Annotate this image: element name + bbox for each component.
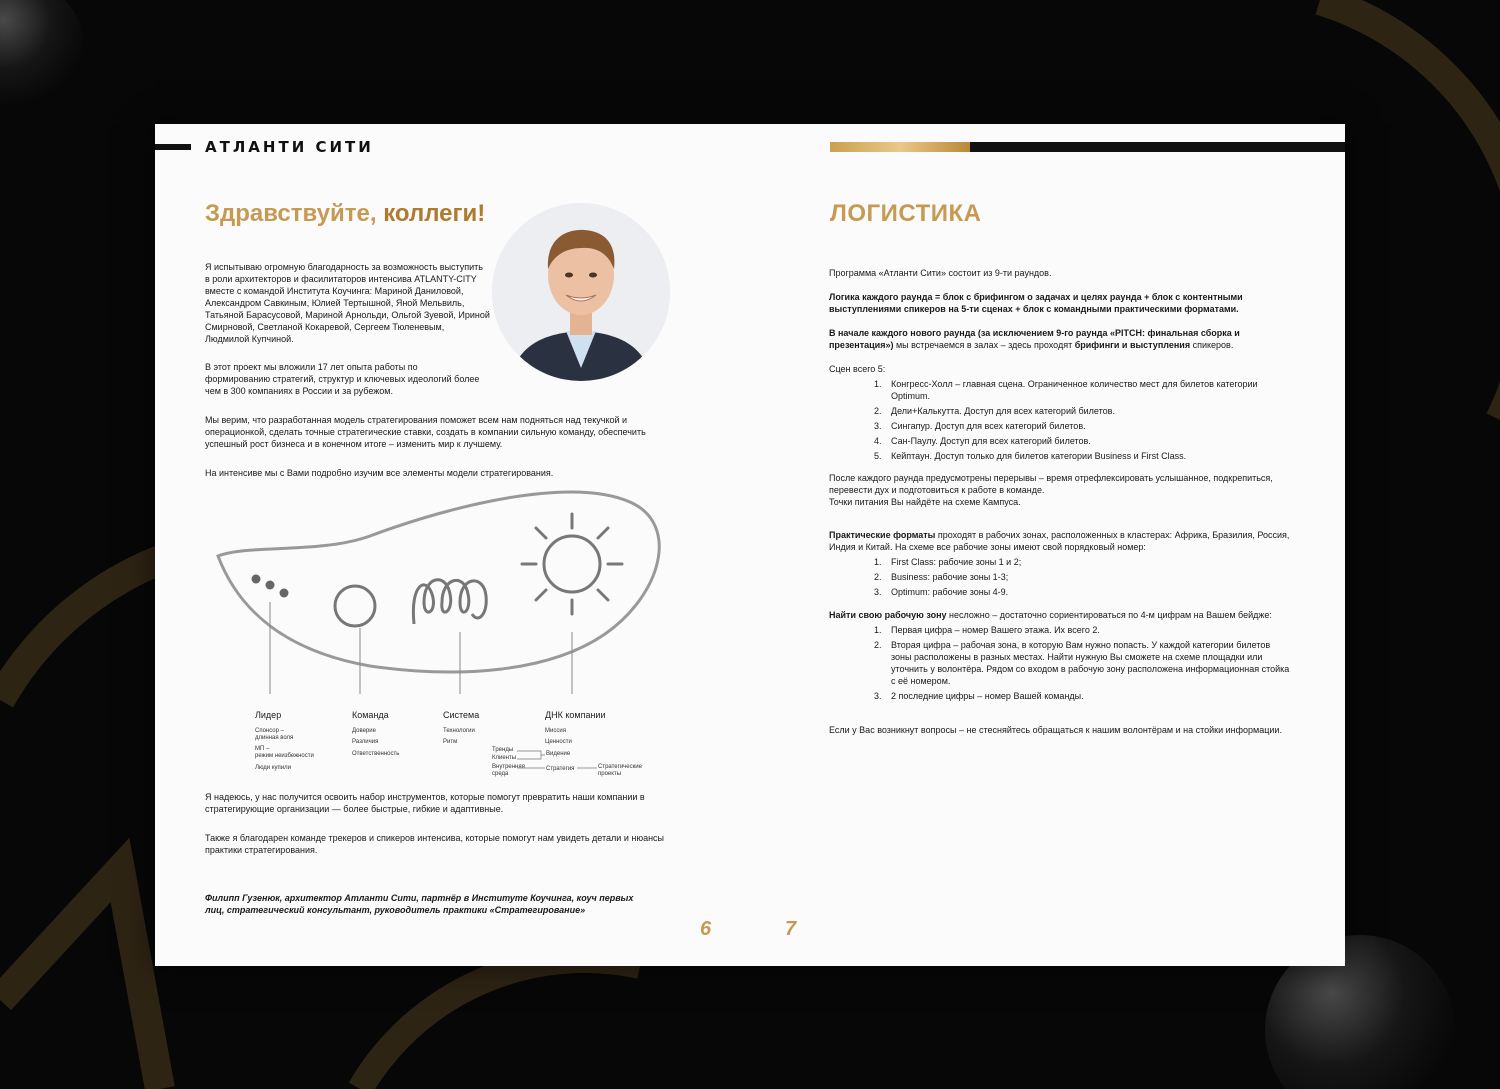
find-zone-paragraph	[829, 609, 1299, 621]
gold-arrow-left	[0, 870, 160, 1089]
food-text: Точки питания Вы найдёте на схеме Кампуса.	[829, 497, 1021, 507]
diagram-connectors	[270, 602, 572, 694]
model-paragraph: На интенсиве мы с Вами подробно изучим все элементы модели стратегирования.	[205, 468, 554, 478]
round-start-bold2: брифинги и выступления	[1074, 340, 1191, 350]
brochure-spread	[155, 124, 1345, 966]
badge-text: Вторая цифра – рабочая зона, в которую Вам нужно попасть. У каждой категории билетов зоны расположены в разных местах. Найти нужную Вы сможете на схеме площадки или уточнить у волонтёра. Рядом со входом в рабочую зону расположена информационная стойка с её номером.	[891, 640, 1290, 686]
scene-text: Сингапур. Доступ для всех категорий билетов.	[891, 421, 1086, 431]
round-start-paragraph	[829, 327, 1299, 351]
round-logic: Логика каждого раунда = блок с брифингом о задачах и целях раунда + блок с контентными выступлениями спикеров на 5-ти сценах + блок с командными практическими форматами.	[829, 292, 1243, 314]
leader-dot-2	[266, 581, 275, 590]
header-bar-gold	[830, 142, 970, 152]
dna-strategy: Стратегия	[546, 766, 575, 772]
system-spiral	[413, 580, 486, 624]
leader-dot-1	[252, 575, 261, 584]
zone-item: 1. First Class: рабочие зоны 1 и 2;	[874, 557, 1022, 567]
page-number-right: 7	[785, 918, 797, 940]
leader-item-1: Спонсор – длинная воля	[255, 728, 294, 741]
author-signature: Филипп Гузенюк, архитектор Атланти Сити, партнёр в Институте Коучинга, коуч первых лиц, стратегический консультант, руководитель практики «Стратегирование»	[205, 893, 634, 915]
portrait-illustration	[492, 203, 670, 381]
belief-paragraph: Мы верим, что разработанная модель стратегирования поможет всем нам подняться над текучкой и операционкой, сделать точные стратегические ставки, создать в компании сильную команду, обеспечить успешный рост бизнеса и в конечном итоге – изменить мир к лучшему.	[205, 415, 646, 449]
scene-item: 1. Конгресс-Холл – главная сцена. Ограниченное количество мест для билетов категории Optimum.	[874, 379, 1258, 401]
scenes-list	[829, 378, 1299, 462]
breaks-text: После каждого раунда предусмотрены перерывы – время отрефлексировать услышанное, подкрепиться, перевести дух и подготовиться к работе в команде.	[829, 473, 1273, 495]
scene-item: 2. Дели+Калькутта. Доступ для всех категорий билетов.	[874, 406, 1115, 416]
system-label: Система	[443, 710, 480, 720]
left-page	[155, 124, 750, 966]
team-label: Команда	[352, 710, 389, 720]
leader-item-2: МП – режим неизбежности	[255, 746, 314, 759]
formats-block	[829, 529, 1299, 601]
formats-rest: проходят в рабочих зонах, расположенных в кластерах: Африка, Бразилия, Россия, Индия и Китай. На схеме все рабочие зоны имеют свой порядковый номер:	[829, 530, 1290, 552]
badge-text: 2 последние цифры – номер Вашей команды.	[891, 691, 1084, 701]
leader-label: Лидер	[255, 710, 282, 720]
badge-list	[829, 624, 1299, 702]
dna-sun-rays	[522, 514, 622, 614]
header-bar	[155, 144, 191, 150]
scene-text: Конгресс-Холл – главная сцена. Ограниченное количество мест для билетов категории Optimum.	[891, 379, 1258, 401]
scenes-title: Сцен всего 5:	[829, 364, 886, 374]
breaks-paragraph	[829, 472, 1299, 508]
gold-arc-right	[1320, 0, 1500, 420]
scene-item: 5. Кейптаун. Доступ только для билетов категории Business и First Class.	[874, 451, 1187, 461]
system-item-1: Технологии	[443, 728, 475, 734]
zone-text: Optimum: рабочие зоны 4-9.	[891, 587, 1009, 597]
dna-sun-circle	[544, 536, 600, 592]
logistics-heading: ЛОГИСТИКА	[830, 200, 982, 227]
system-item-2: Ритм	[443, 739, 458, 745]
greeting-heading	[205, 200, 485, 228]
leader-dot-3	[280, 589, 289, 598]
thanks-paragraph: Также я благодарен команде трекеров и спикеров интенсива, которые помогут нам увидеть детали и нюансы практики стратегирования.	[205, 833, 665, 855]
dna-trends: Тренды	[492, 747, 514, 753]
greeting-heading-part2: коллеги!	[383, 200, 486, 227]
badge-item: 1. Первая цифра – номер Вашего этажа. Их всего 2.	[874, 625, 1100, 635]
right-page	[750, 124, 1345, 966]
scene-text: Дели+Калькутта. Доступ для всех категорий билетов.	[891, 406, 1115, 416]
bubble-top-left	[0, 0, 84, 107]
header-bar-black	[970, 142, 1345, 152]
badge-item: 2. Вторая цифра – рабочая зона, в которую Вам нужно попасть. У каждой категории билетов зоны расположены в разных местах. Найти нужную Вы сможете на схеме площадки или уточнить у волонтёра. Рядом со входом в рабочую зону расположена информационная стойка с её номером.	[874, 640, 1290, 686]
zone-text: Business: рабочие зоны 1-3;	[891, 572, 1009, 582]
dna-clients: Клиенты	[492, 755, 517, 761]
gold-arc-bottom	[360, 960, 640, 1089]
badge-text: Первая цифра – номер Вашего этажа. Их всего 2.	[891, 625, 1100, 635]
scene-text: Кейптаун. Доступ только для билетов категории Business и First Class.	[891, 451, 1187, 461]
scene-item: 4. Сан-Паулу. Доступ для всех категорий билетов.	[874, 436, 1091, 446]
dna-arrows	[517, 746, 599, 772]
experience-paragraph: В этот проект мы вложили 17 лет опыта работы по формированию стратегий, структур и ключевых идеологий более чем в 300 компаниях в России и за рубежом.	[205, 362, 480, 396]
round-start-end: спикеров.	[1190, 340, 1234, 350]
dna-internal: Внутренняя среда	[492, 764, 525, 777]
hope-paragraph: Я надеюсь, у нас получится освоить набор инструментов, которые помогут превратить наши компании в стратегирующие организации — более быстрые, гибкие и адаптивные.	[205, 792, 645, 814]
gold-arc-left	[0, 560, 160, 700]
find-zone-rest: несложно – достаточно сориентироваться по 4-м цифрам на Вашем бейдже:	[946, 610, 1272, 620]
badge-block	[829, 609, 1299, 705]
intro-paragraph: Я испытываю огромную благодарность за возможность выступить в роли архитекторов и фасилитаторов интенсива ATLANTY-CITY вместе с командой Института Коучинга: Мариной Даниловой, Александром Савкиным, Юлией Тертышной, Яной Мельвиль, Татьяной Барасусовой, Мариной Арнольди, Ольгой Зуевой, Ириной Смирновой, Светланой Кокаревой, Сергеем Тюленевым, Людмилой Купчиной.	[205, 262, 490, 344]
questions-paragraph: Если у Вас возникнут вопросы – не стесняйтесь обращаться к нашим волонтёрам и на стойки информации.	[829, 725, 1282, 735]
dna-item-2: Ценности	[545, 739, 572, 745]
program-intro: Программа «Атланти Сити» состоит из 9-ти раундов.	[829, 268, 1052, 278]
brand-logo: АТЛАНТИ СИТИ	[205, 138, 374, 156]
round-start-bold: В начале каждого нового раунда (за исключением 9-го раунда «PITCH: финальная сборка и презентация»)	[829, 328, 1240, 350]
team-item-2: Различия	[352, 739, 379, 745]
scenes-block	[829, 363, 1299, 465]
greeting-heading-part1: Здравствуйте,	[205, 200, 384, 227]
team-item-1: Доверие	[352, 728, 376, 734]
dna-vision: Видение	[546, 751, 571, 757]
dna-label: ДНК компании	[545, 710, 606, 720]
strategy-model-diagram	[210, 484, 690, 704]
scene-text: Сан-Паулу. Доступ для всех категорий билетов.	[891, 436, 1091, 446]
team-circle	[335, 586, 375, 626]
round-start-mid: мы встречаемся в залах – здесь проходят	[893, 340, 1075, 350]
formats-bold: Практические форматы	[829, 530, 936, 540]
zones-list	[829, 556, 1299, 598]
team-item-3: Ответственность	[352, 751, 400, 757]
zone-item: 2. Business: рабочие зоны 1-3;	[874, 572, 1009, 582]
leader-item-3: Люди купили	[255, 765, 291, 771]
author-portrait	[492, 203, 670, 381]
dna-item-1: Миссия	[545, 728, 566, 734]
badge-item: 3. 2 последние цифры – номер Вашей команды.	[874, 691, 1084, 701]
scene-item: 3. Сингапур. Доступ для всех категорий билетов.	[874, 421, 1086, 431]
dna-projects: Стратегические проекты	[598, 764, 642, 777]
zone-text: First Class: рабочие зоны 1 и 2;	[891, 557, 1022, 567]
formats-paragraph	[829, 529, 1299, 553]
zone-item: 3. Optimum: рабочие зоны 4-9.	[874, 587, 1009, 597]
find-zone-bold: Найти свою рабочую зону	[829, 610, 947, 620]
page-number-left: 6	[700, 918, 712, 940]
